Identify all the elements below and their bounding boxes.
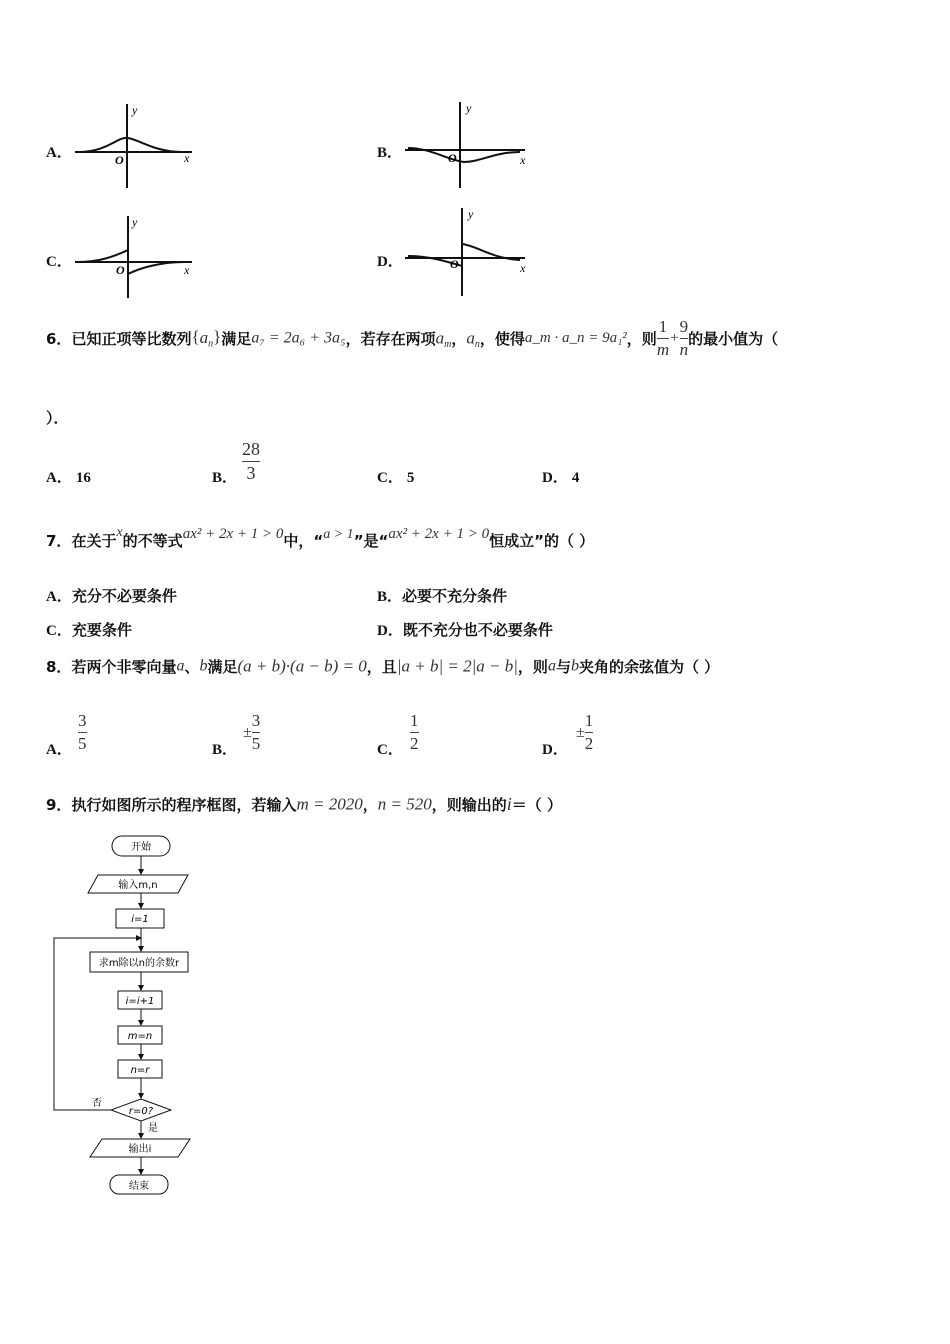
q6-option-d: 4	[571, 470, 580, 486]
question-number: 9．	[46, 796, 72, 814]
svg-text:输入m,n: 输入m,n	[118, 880, 158, 891]
graph-option-b	[400, 100, 535, 190]
q6-condition: a₇ = 2a₆ + 3a₅	[251, 329, 346, 347]
q6-option-c: 5	[406, 470, 415, 486]
option-c-label: C．	[46, 254, 72, 270]
x-label: x	[184, 263, 190, 277]
flowchart	[40, 830, 220, 1200]
y-label: y	[468, 207, 474, 221]
svg-text:开始: 开始	[131, 842, 151, 853]
svg-text:求m除以n的余数r: 求m除以n的余数r	[98, 958, 180, 969]
q8-option-d: $\frac{1}{2}$	[584, 711, 594, 753]
q7-option-c: C．充要条件	[46, 621, 132, 639]
origin-label: O	[115, 153, 124, 167]
q8-option-c: $\frac{1}{2}$	[410, 711, 419, 753]
y-label: y	[132, 215, 138, 229]
option-b-label: B．	[377, 145, 403, 161]
question-8: 8．若两个非零向量a、b满足(a + b)·(a − b) = 0，且|a + b| = 2|a − b|，则a与b夹角的余弦值为（ ）	[46, 656, 720, 676]
q8-condition-2: |a + b| = 2|a − b|	[396, 656, 518, 676]
y-label: y	[466, 101, 472, 115]
q7-option-b: B．必要不充分条件	[377, 587, 508, 605]
q6-option-b: $\frac{28}{3}$	[242, 439, 260, 483]
x-label: x	[520, 261, 526, 275]
svg-text:是: 是	[148, 1123, 158, 1134]
svg-text:m=n: m=n	[127, 1031, 153, 1042]
graph-option-a	[70, 100, 200, 190]
option-d-label: D．	[377, 254, 403, 270]
q6-options: A． 16 B． $\frac{28}{3}$ C． 5 D． 4	[46, 439, 580, 486]
q8-options: A． $\frac{3}{5}$ B． ± $\frac{3}{5}$ C． $\frac{1}{2}$ D． ± $\frac{1}{2}$	[46, 711, 594, 758]
question-9: 9．执行如图所示的程序框图，若输入m = 2020，n = 520，则输出的i＝（ ）	[46, 794, 562, 814]
curve-c-left	[78, 250, 128, 262]
x-label: x	[184, 151, 190, 165]
curve-a	[78, 138, 182, 152]
q8-condition-1: (a + b)·(a − b) = 0	[237, 656, 367, 676]
svg-text:否: 否	[92, 1098, 102, 1109]
q8-option-b: $\frac{3}{5}$	[251, 711, 261, 753]
q7-option-a: A．充分不必要条件	[46, 587, 177, 605]
y-label: y	[132, 103, 138, 117]
x-label: x	[520, 153, 526, 167]
curve-c-right	[128, 262, 185, 274]
svg-text:结束: 结束	[129, 1181, 149, 1192]
question-number: 6．	[46, 329, 72, 348]
origin-label: O	[116, 263, 125, 277]
q7-option-d: D．既不充分也不必要条件	[377, 621, 553, 639]
question-number: 8．	[46, 658, 72, 676]
q8-option-a: $\frac{3}{5}$	[78, 711, 87, 753]
svg-text:i=1: i=1	[131, 914, 149, 925]
question-7: 7．在关于x的不等式ax² + 2x + 1 > 0中，“a > 1”是“ax² + 2x + 1 > 0恒成立”的（ ）	[46, 524, 595, 550]
svg-text:r=0?: r=0?	[128, 1106, 154, 1117]
q6-product: a_m · a_n = 9a₁²	[524, 329, 627, 346]
question-6: 6．已知正项等比数列$\{a_n\}$满足a₇ = 2a₆ + 3a₅，若存在两项$a_m$，$a_n$，使得a_m · a_n = 9a₁²，则 $\frac{1}{m}$ + $\frac{9}{n}$ 的最小值为（	[46, 317, 779, 359]
q6-option-a: 16	[75, 470, 91, 486]
question-number: 7．	[46, 532, 72, 550]
origin-label: O	[448, 151, 457, 165]
graph-option-c	[70, 212, 200, 300]
svg-text:输出i: 输出i	[128, 1144, 152, 1155]
svg-text:i=i+1: i=i+1	[125, 996, 155, 1007]
origin-label: O	[450, 257, 459, 271]
q6-close: ）．	[46, 409, 69, 427]
option-a-label: A．	[46, 145, 72, 161]
graph-option-d	[400, 206, 535, 298]
svg-text:n=r: n=r	[130, 1065, 150, 1076]
